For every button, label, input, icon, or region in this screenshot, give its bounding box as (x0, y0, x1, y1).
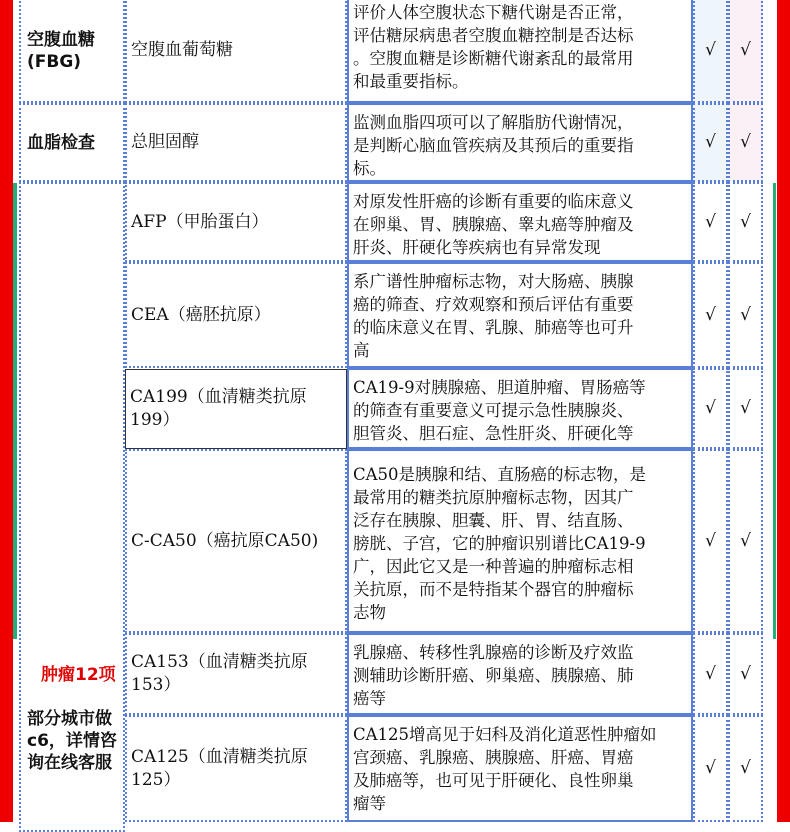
tumor-category-title: 肿瘤12项 (41, 665, 116, 685)
check-package-1: √ (693, 715, 728, 822)
description-fasting-glucose: 评价人体空腹状态下糖代谢是否正常， 评估糖尿病患者空腹血糖控制是否达标 。空腹血糖是诊断糖代谢紊乱的最常用 和最重要指标。 (347, 0, 693, 103)
item-cea: CEA（癌胚抗原） (125, 262, 347, 368)
description-cea: 系广谱性肿瘤标志物，对大肠癌、胰腺 癌的筛查、疗效观察和预后评估有重要 的临床意义在胃、乳腺、肺癌等也可升 高 (347, 262, 693, 368)
check-package-2: √ (728, 262, 763, 368)
exam-table (17, 0, 773, 822)
check-package-1: √ (693, 0, 728, 103)
check-package-1: √ (693, 182, 728, 262)
check-package-2: √ (728, 715, 763, 822)
item-total-cholesterol: 总胆固醇 (125, 103, 347, 182)
check-package-2: √ (728, 182, 763, 262)
check-package-2: √ (728, 449, 763, 633)
category-fbg: 空腹血糖 (FBG) (19, 0, 125, 103)
description-ca199: CA19-9对胰腺癌、胆道肿瘤、胃肠癌等 的筛查有重要意义可提示急性胰腺炎、 胆管炎、胆石症、急性肝炎、肝硬化等 (347, 368, 693, 449)
description-ca153: 乳腺癌、转移性乳腺癌的诊断及疗效监 测辅助诊断肝癌、卵巢癌、胰腺癌、肺 癌等 (347, 633, 693, 715)
check-package-1: √ (693, 449, 728, 633)
check-package-2: √ (728, 103, 763, 182)
check-package-2: √ (728, 633, 763, 715)
item-fasting-glucose: 空腹血葡萄糖 (125, 0, 347, 103)
check-package-1: √ (693, 103, 728, 182)
check-package-2: √ (728, 0, 763, 103)
category-lipids: 血脂检查 (19, 103, 125, 182)
description-ca50: CA50是胰腺和结、直肠癌的标志物，是 最常用的糖类抗原肿瘤标志物，因其广 泛存在胰腺、胆囊、肝、胃、结直肠、 膀胱、子宫，它的肿瘤识别谱比CA19-9 广，因此它又是一种普遍的肿瘤标志相 关抗原，而不是特指某个器官的肿瘤标 志物 (347, 449, 693, 633)
item-ca199: CA199（血清糖类抗原 199） (125, 369, 347, 449)
item-ca125: CA125（血清糖类抗原 125） (125, 715, 347, 822)
description-afp: 对原发性肝癌的诊断有重要的临床意义 在卵巢、胃、胰腺癌、睾丸癌等肿瘤及 肝炎、肝硬化等疾病也有异常发现 (347, 182, 693, 262)
check-package-1: √ (693, 262, 728, 368)
check-package-1: √ (693, 633, 728, 715)
description-total-cholesterol: 监测血脂四项可以了解脂肪代谢情况， 是判断心脑血管疾病及其预后的重要指 标。 (347, 103, 693, 182)
left-red-border (0, 0, 13, 822)
right-red-border (777, 0, 790, 822)
check-package-1: √ (693, 368, 728, 449)
item-ca50: C-CA50（癌抗原CA50) (125, 449, 347, 633)
item-afp: AFP（甲胎蛋白） (125, 182, 347, 262)
category-tumor-markers (19, 182, 125, 832)
description-ca125: CA125增高见于妇科及消化道恶性肿瘤如 宫颈癌、乳腺癌、胰腺癌、肝癌、胃癌 及肺癌等，也可见于肝硬化、良性卵巢 瘤等 (347, 715, 693, 822)
check-package-2: √ (728, 368, 763, 449)
tumor-category-note: 部分城市做 c6，详情咨 询在线客服 (27, 709, 117, 773)
item-ca153: CA153（血清糖类抗原 153） (125, 633, 347, 715)
